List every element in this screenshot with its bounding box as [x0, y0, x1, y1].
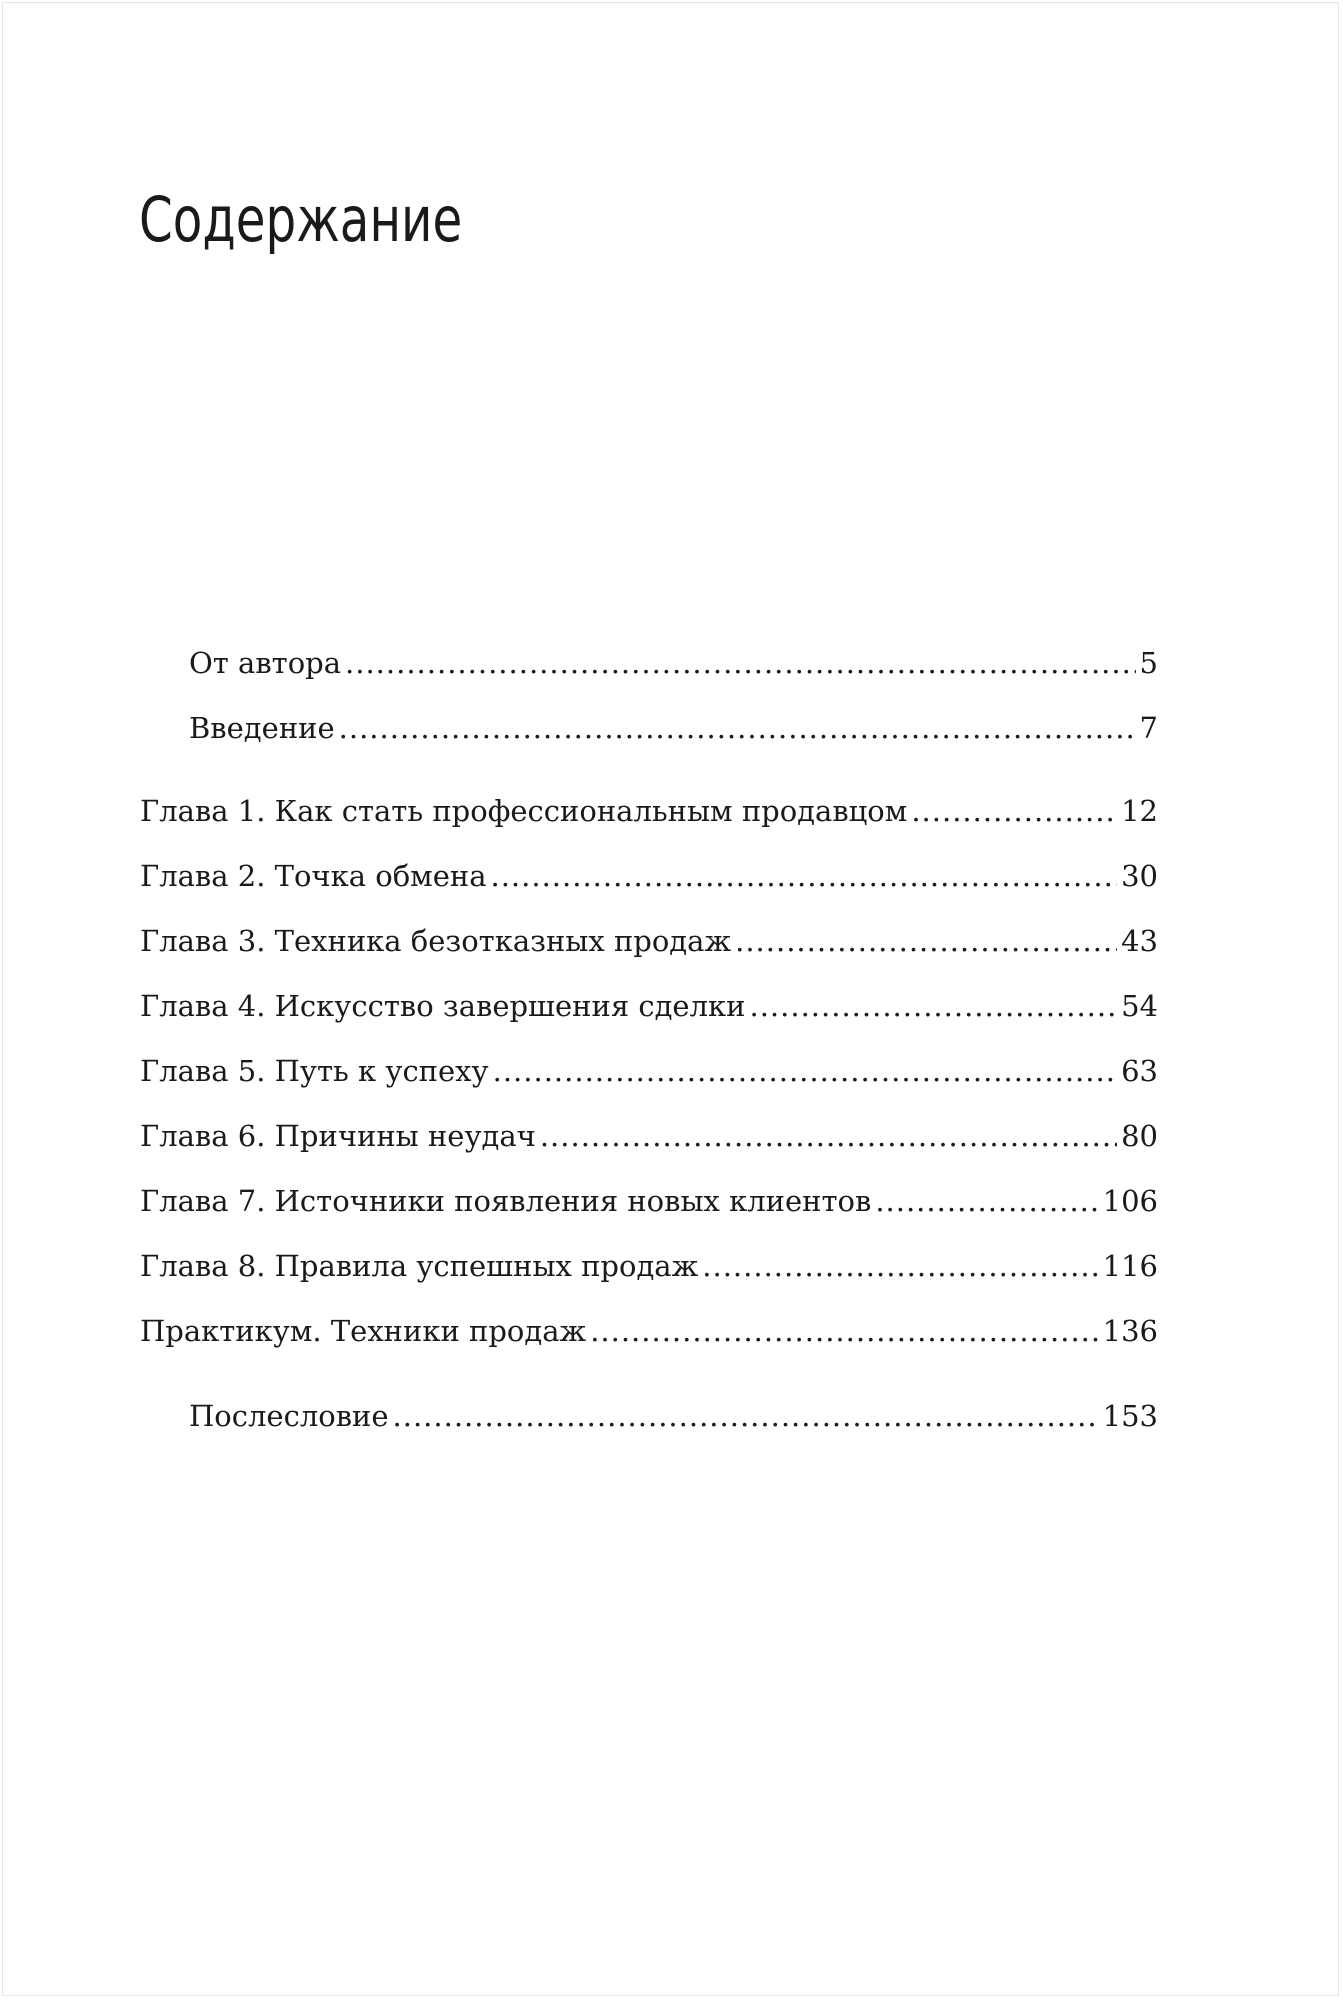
toc-entry-chapter-2[interactable] — [140, 856, 1158, 896]
dot-leader — [393, 1396, 1099, 1436]
table-of-contents — [3, 3, 1338, 1995]
toc-entry-page: 153 — [1102, 1399, 1158, 1433]
toc-entry-label: Глава 2. Точка обмена — [140, 859, 487, 893]
page-title: Содержание — [139, 183, 463, 256]
dot-leader — [911, 791, 1117, 831]
toc-entry-label: Глава 4. Искусство завершения сделки — [140, 989, 746, 1023]
toc-entry-introduction[interactable] — [189, 708, 1158, 748]
dot-leader — [493, 1051, 1117, 1091]
toc-entry-page: 5 — [1139, 646, 1158, 680]
dot-leader — [590, 1311, 1098, 1351]
toc-entry-page: 7 — [1139, 711, 1158, 745]
dot-leader — [702, 1246, 1098, 1286]
toc-entry-label: От автора — [189, 646, 342, 680]
toc-entry-page: 106 — [1102, 1184, 1158, 1218]
toc-entry-chapter-4[interactable] — [140, 986, 1158, 1026]
toc-entry-label: Введение — [189, 711, 335, 745]
toc-entry-practicum[interactable] — [140, 1311, 1158, 1351]
toc-entry-chapter-1[interactable] — [140, 791, 1158, 831]
toc-entry-label: Глава 1. Как стать профессиональным продавцом — [140, 794, 908, 828]
toc-entry-page: 136 — [1102, 1314, 1158, 1348]
dot-leader — [875, 1181, 1098, 1221]
toc-entry-page: 30 — [1121, 859, 1158, 893]
toc-entry-label: Послесловие — [189, 1399, 389, 1433]
toc-entry-label: Глава 3. Техника безотказных продаж — [140, 924, 732, 958]
toc-entry-chapter-3[interactable] — [140, 921, 1158, 961]
book-page — [2, 2, 1339, 1996]
toc-entry-page: 116 — [1102, 1249, 1158, 1283]
toc-entry-label: Глава 8. Правила успешных продаж — [140, 1249, 699, 1283]
toc-entry-page: 43 — [1121, 924, 1158, 958]
toc-entry-page: 54 — [1121, 989, 1158, 1023]
toc-entry-page: 80 — [1121, 1119, 1158, 1153]
toc-entry-afterword[interactable] — [189, 1396, 1158, 1436]
toc-entry-chapter-8[interactable] — [140, 1246, 1158, 1286]
dot-leader — [339, 708, 1136, 748]
toc-entry-page: 63 — [1121, 1054, 1158, 1088]
toc-entry-label: Глава 6. Причины неудач — [140, 1119, 536, 1153]
toc-entry-label: Глава 7. Источники появления новых клиентов — [140, 1184, 872, 1218]
toc-entry-chapter-7[interactable] — [140, 1181, 1158, 1221]
dot-leader — [345, 643, 1136, 683]
dot-leader — [540, 1116, 1117, 1156]
toc-entry-chapter-6[interactable] — [140, 1116, 1158, 1156]
dot-leader — [749, 986, 1117, 1026]
toc-entry-label: Глава 5. Путь к успеху — [140, 1054, 489, 1088]
toc-entry-label: Практикум. Техники продаж — [140, 1314, 587, 1348]
toc-entry-chapter-5[interactable] — [140, 1051, 1158, 1091]
toc-entry-from-author[interactable] — [189, 643, 1158, 683]
dot-leader — [735, 921, 1117, 961]
dot-leader — [491, 856, 1118, 896]
toc-entry-page: 12 — [1121, 794, 1158, 828]
